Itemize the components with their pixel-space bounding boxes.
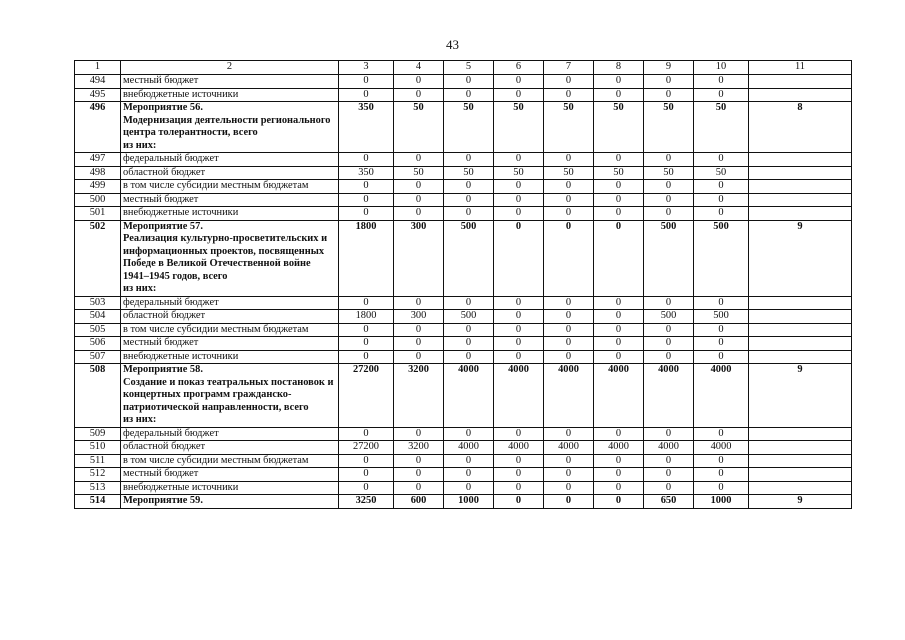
- value-cell: 0: [594, 88, 644, 102]
- value-cell: 0: [644, 454, 694, 468]
- value-cell: 500: [694, 220, 749, 296]
- row-number-cell: 501: [75, 207, 121, 221]
- value-cell: 500: [694, 310, 749, 324]
- value-cell: 0: [544, 88, 594, 102]
- row-number-cell: 512: [75, 468, 121, 482]
- description-cell: внебюджетные источники: [121, 207, 339, 221]
- value-cell: 0: [594, 350, 644, 364]
- table-row: [75, 88, 852, 102]
- table-row: [75, 296, 852, 310]
- description-cell: Мероприятие 58. Создание и показ театральных постановок и концертных программ гражданско-патриотической направленности, всего из них:: [121, 364, 339, 428]
- value-cell: 350: [339, 166, 394, 180]
- column-header: 7: [544, 61, 594, 75]
- value-cell: 0: [644, 296, 694, 310]
- note-cell: [749, 88, 852, 102]
- value-cell: 0: [544, 75, 594, 89]
- page-number: 43: [446, 37, 459, 52]
- table-row-activity: [75, 364, 852, 428]
- value-cell: 0: [394, 323, 444, 337]
- value-cell: 0: [394, 88, 444, 102]
- column-header: 9: [644, 61, 694, 75]
- value-cell: 0: [444, 180, 494, 194]
- table-row: [75, 427, 852, 441]
- value-cell: 0: [494, 220, 544, 296]
- value-cell: 500: [644, 220, 694, 296]
- value-cell: 0: [444, 468, 494, 482]
- table-row-activity: [75, 495, 852, 509]
- description-cell: в том числе субсидии местным бюджетам: [121, 454, 339, 468]
- description-cell: в том числе субсидии местным бюджетам: [121, 323, 339, 337]
- table-row: [75, 166, 852, 180]
- note-cell: [749, 207, 852, 221]
- note-cell: [749, 481, 852, 495]
- column-header: 5: [444, 61, 494, 75]
- column-header: 3: [339, 61, 394, 75]
- value-cell: 0: [694, 337, 749, 351]
- value-cell: 1800: [339, 310, 394, 324]
- row-number-cell: 502: [75, 220, 121, 296]
- value-cell: 0: [339, 75, 394, 89]
- value-cell: 0: [444, 337, 494, 351]
- note-cell: 8: [749, 102, 852, 153]
- value-cell: 50: [694, 166, 749, 180]
- row-number-cell: 505: [75, 323, 121, 337]
- value-cell: 0: [494, 310, 544, 324]
- value-cell: 0: [694, 323, 749, 337]
- value-cell: 0: [694, 75, 749, 89]
- value-cell: 0: [394, 427, 444, 441]
- value-cell: 0: [544, 310, 594, 324]
- row-number-cell: 496: [75, 102, 121, 153]
- row-number-cell: 499: [75, 180, 121, 194]
- value-cell: 0: [394, 454, 444, 468]
- value-cell: 0: [444, 75, 494, 89]
- value-cell: 0: [594, 468, 644, 482]
- budget-table: [74, 60, 852, 509]
- value-cell: 0: [594, 495, 644, 509]
- value-cell: 4000: [694, 364, 749, 428]
- description-cell: внебюджетные источники: [121, 481, 339, 495]
- value-cell: 0: [494, 153, 544, 167]
- value-cell: 4000: [594, 364, 644, 428]
- note-cell: 9: [749, 220, 852, 296]
- row-number-cell: 495: [75, 88, 121, 102]
- value-cell: 4000: [494, 364, 544, 428]
- value-cell: 0: [544, 180, 594, 194]
- value-cell: 0: [494, 323, 544, 337]
- value-cell: 0: [444, 454, 494, 468]
- value-cell: 0: [394, 296, 444, 310]
- value-cell: 4000: [444, 441, 494, 455]
- value-cell: 0: [544, 468, 594, 482]
- value-cell: 0: [594, 220, 644, 296]
- value-cell: 0: [339, 454, 394, 468]
- row-number-cell: 503: [75, 296, 121, 310]
- value-cell: 50: [494, 166, 544, 180]
- value-cell: 0: [494, 337, 544, 351]
- value-cell: 0: [694, 153, 749, 167]
- value-cell: 3200: [394, 441, 444, 455]
- value-cell: 0: [339, 193, 394, 207]
- value-cell: 0: [339, 337, 394, 351]
- value-cell: 27200: [339, 441, 394, 455]
- table-row-activity: [75, 102, 852, 153]
- table-header-row: [75, 61, 852, 75]
- table-row: [75, 75, 852, 89]
- value-cell: 0: [644, 75, 694, 89]
- value-cell: 0: [494, 468, 544, 482]
- note-cell: [749, 166, 852, 180]
- value-cell: 0: [494, 75, 544, 89]
- table-row: [75, 454, 852, 468]
- description-cell: местный бюджет: [121, 193, 339, 207]
- value-cell: 50: [444, 102, 494, 153]
- value-cell: 4000: [494, 441, 544, 455]
- column-header: 11: [749, 61, 852, 75]
- value-cell: 0: [494, 180, 544, 194]
- description-cell: Мероприятие 57. Реализация культурно-просветительских и информационных проектов, посвященных Победе в Великой Отечественной войне 1941–1945 годов, всего из них:: [121, 220, 339, 296]
- description-cell: местный бюджет: [121, 468, 339, 482]
- value-cell: 0: [644, 427, 694, 441]
- description-cell: областной бюджет: [121, 310, 339, 324]
- value-cell: 4000: [444, 364, 494, 428]
- table-row: [75, 441, 852, 455]
- value-cell: 0: [694, 207, 749, 221]
- value-cell: 0: [544, 153, 594, 167]
- note-cell: [749, 153, 852, 167]
- value-cell: 0: [544, 427, 594, 441]
- row-number-cell: 494: [75, 75, 121, 89]
- table-row: [75, 468, 852, 482]
- row-number-cell: 506: [75, 337, 121, 351]
- description-cell: местный бюджет: [121, 337, 339, 351]
- value-cell: 0: [694, 350, 749, 364]
- value-cell: 300: [394, 310, 444, 324]
- value-cell: 0: [444, 193, 494, 207]
- description-cell: областной бюджет: [121, 166, 339, 180]
- value-cell: 0: [494, 495, 544, 509]
- column-header: 8: [594, 61, 644, 75]
- value-cell: 0: [339, 296, 394, 310]
- value-cell: 0: [394, 207, 444, 221]
- value-cell: 0: [339, 481, 394, 495]
- table-row: [75, 207, 852, 221]
- value-cell: 0: [339, 180, 394, 194]
- value-cell: 3250: [339, 495, 394, 509]
- table-row: [75, 337, 852, 351]
- table-row: [75, 350, 852, 364]
- value-cell: 0: [544, 337, 594, 351]
- value-cell: 0: [444, 481, 494, 495]
- value-cell: 0: [594, 337, 644, 351]
- value-cell: 0: [644, 193, 694, 207]
- row-number-cell: 504: [75, 310, 121, 324]
- note-cell: [749, 180, 852, 194]
- description-cell: внебюджетные источники: [121, 350, 339, 364]
- column-header: 10: [694, 61, 749, 75]
- value-cell: 0: [494, 193, 544, 207]
- row-number-cell: 514: [75, 495, 121, 509]
- note-cell: [749, 468, 852, 482]
- table-row: [75, 193, 852, 207]
- table-row: [75, 310, 852, 324]
- value-cell: 0: [694, 180, 749, 194]
- value-cell: 0: [644, 88, 694, 102]
- note-cell: [749, 75, 852, 89]
- note-cell: 9: [749, 495, 852, 509]
- note-cell: [749, 296, 852, 310]
- value-cell: 0: [339, 427, 394, 441]
- value-cell: 0: [644, 207, 694, 221]
- value-cell: 50: [594, 166, 644, 180]
- value-cell: 50: [494, 102, 544, 153]
- table-row-activity: [75, 220, 852, 296]
- value-cell: 1000: [444, 495, 494, 509]
- note-cell: [749, 337, 852, 351]
- value-cell: 0: [339, 468, 394, 482]
- value-cell: 0: [494, 207, 544, 221]
- value-cell: 350: [339, 102, 394, 153]
- value-cell: 0: [544, 296, 594, 310]
- value-cell: 0: [694, 296, 749, 310]
- value-cell: 4000: [644, 441, 694, 455]
- value-cell: 1800: [339, 220, 394, 296]
- value-cell: 0: [544, 495, 594, 509]
- value-cell: 0: [594, 153, 644, 167]
- value-cell: 0: [594, 296, 644, 310]
- value-cell: 50: [394, 102, 444, 153]
- value-cell: 0: [644, 180, 694, 194]
- value-cell: 0: [444, 427, 494, 441]
- value-cell: 0: [594, 323, 644, 337]
- value-cell: 4000: [694, 441, 749, 455]
- value-cell: 0: [494, 454, 544, 468]
- note-cell: 9: [749, 364, 852, 428]
- value-cell: 0: [494, 296, 544, 310]
- value-cell: 500: [644, 310, 694, 324]
- value-cell: 0: [339, 350, 394, 364]
- value-cell: 0: [394, 75, 444, 89]
- table-body: [75, 75, 852, 509]
- value-cell: 0: [444, 88, 494, 102]
- value-cell: 50: [444, 166, 494, 180]
- column-header: 4: [394, 61, 444, 75]
- value-cell: 1000: [694, 495, 749, 509]
- value-cell: 0: [594, 310, 644, 324]
- value-cell: 0: [694, 468, 749, 482]
- description-cell: внебюджетные источники: [121, 88, 339, 102]
- value-cell: 0: [544, 350, 594, 364]
- value-cell: 0: [444, 323, 494, 337]
- value-cell: 0: [644, 153, 694, 167]
- value-cell: 0: [644, 323, 694, 337]
- column-header: 6: [494, 61, 544, 75]
- row-number-cell: 497: [75, 153, 121, 167]
- value-cell: 0: [644, 481, 694, 495]
- description-cell: федеральный бюджет: [121, 153, 339, 167]
- value-cell: 0: [394, 468, 444, 482]
- value-cell: 0: [339, 88, 394, 102]
- value-cell: 0: [694, 88, 749, 102]
- value-cell: 0: [339, 207, 394, 221]
- value-cell: 50: [544, 166, 594, 180]
- column-header: 2: [121, 61, 339, 75]
- value-cell: 0: [544, 481, 594, 495]
- value-cell: 0: [444, 153, 494, 167]
- value-cell: 0: [594, 427, 644, 441]
- value-cell: 0: [594, 481, 644, 495]
- column-header: 1: [75, 61, 121, 75]
- description-cell: федеральный бюджет: [121, 296, 339, 310]
- table-row: [75, 481, 852, 495]
- table-row: [75, 323, 852, 337]
- row-number-cell: 500: [75, 193, 121, 207]
- value-cell: 0: [694, 481, 749, 495]
- value-cell: 50: [394, 166, 444, 180]
- value-cell: 4000: [544, 364, 594, 428]
- note-cell: [749, 350, 852, 364]
- table-row: [75, 153, 852, 167]
- value-cell: 50: [694, 102, 749, 153]
- value-cell: 0: [644, 468, 694, 482]
- row-number-cell: 510: [75, 441, 121, 455]
- value-cell: 4000: [644, 364, 694, 428]
- row-number-cell: 509: [75, 427, 121, 441]
- value-cell: 0: [394, 481, 444, 495]
- value-cell: 0: [644, 337, 694, 351]
- value-cell: 0: [594, 193, 644, 207]
- value-cell: 0: [494, 350, 544, 364]
- value-cell: 0: [544, 193, 594, 207]
- value-cell: 0: [494, 427, 544, 441]
- value-cell: 0: [594, 180, 644, 194]
- value-cell: 600: [394, 495, 444, 509]
- value-cell: 27200: [339, 364, 394, 428]
- value-cell: 0: [594, 454, 644, 468]
- value-cell: 0: [544, 454, 594, 468]
- value-cell: 0: [394, 337, 444, 351]
- value-cell: 0: [494, 88, 544, 102]
- description-cell: Мероприятие 56. Модернизация деятельности регионального центра толерантности, всего из них:: [121, 102, 339, 153]
- description-cell: федеральный бюджет: [121, 427, 339, 441]
- value-cell: 0: [544, 220, 594, 296]
- value-cell: 0: [544, 323, 594, 337]
- value-cell: 0: [694, 193, 749, 207]
- note-cell: [749, 323, 852, 337]
- note-cell: [749, 454, 852, 468]
- value-cell: 50: [594, 102, 644, 153]
- note-cell: [749, 310, 852, 324]
- row-number-cell: 511: [75, 454, 121, 468]
- value-cell: 0: [394, 193, 444, 207]
- row-number-cell: 508: [75, 364, 121, 428]
- value-cell: 300: [394, 220, 444, 296]
- value-cell: 0: [594, 75, 644, 89]
- value-cell: 0: [394, 153, 444, 167]
- value-cell: 0: [444, 296, 494, 310]
- value-cell: 0: [644, 350, 694, 364]
- value-cell: 0: [694, 427, 749, 441]
- value-cell: 4000: [594, 441, 644, 455]
- value-cell: 50: [644, 166, 694, 180]
- row-number-cell: 498: [75, 166, 121, 180]
- description-cell: Мероприятие 59.: [121, 495, 339, 509]
- description-cell: в том числе субсидии местным бюджетам: [121, 180, 339, 194]
- description-cell: местный бюджет: [121, 75, 339, 89]
- description-cell: областной бюджет: [121, 441, 339, 455]
- row-number-cell: 507: [75, 350, 121, 364]
- row-number-cell: 513: [75, 481, 121, 495]
- value-cell: 0: [444, 207, 494, 221]
- value-cell: 0: [339, 323, 394, 337]
- value-cell: 50: [644, 102, 694, 153]
- table-row: [75, 180, 852, 194]
- value-cell: 0: [339, 153, 394, 167]
- value-cell: 0: [544, 207, 594, 221]
- note-cell: [749, 441, 852, 455]
- note-cell: [749, 193, 852, 207]
- note-cell: [749, 427, 852, 441]
- value-cell: 0: [394, 350, 444, 364]
- value-cell: 0: [494, 481, 544, 495]
- value-cell: 0: [694, 454, 749, 468]
- value-cell: 500: [444, 310, 494, 324]
- value-cell: 4000: [544, 441, 594, 455]
- value-cell: 3200: [394, 364, 444, 428]
- value-cell: 650: [644, 495, 694, 509]
- value-cell: 0: [394, 180, 444, 194]
- value-cell: 0: [594, 207, 644, 221]
- value-cell: 500: [444, 220, 494, 296]
- value-cell: 0: [444, 350, 494, 364]
- value-cell: 50: [544, 102, 594, 153]
